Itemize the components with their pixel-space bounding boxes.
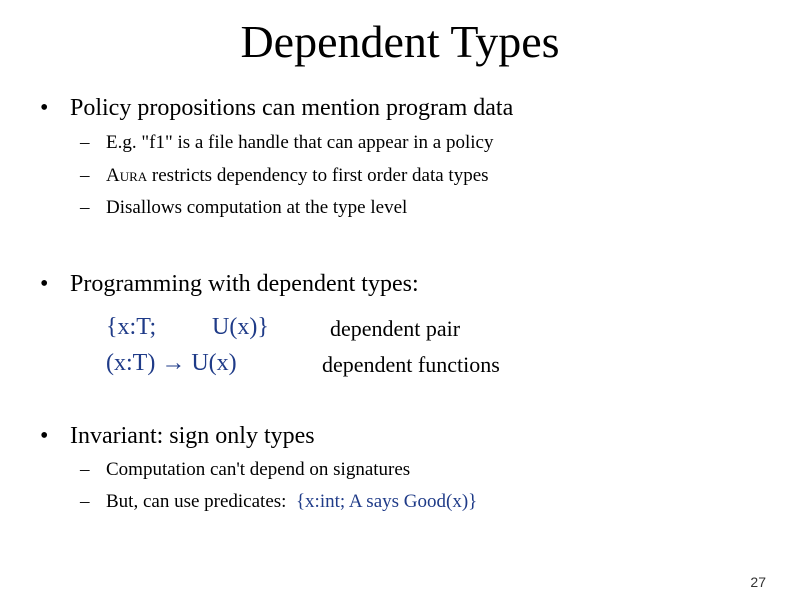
aura-word: Aura (106, 165, 148, 186)
bullet-1-sub-2 (80, 164, 489, 188)
bullet-3-text: Invariant: sign only types (70, 423, 315, 449)
bullet-1-sub-3 (80, 196, 407, 220)
code-pair-desc: dependent pair (330, 316, 461, 341)
bullet-3-sub-2-text: But, can use predicates: (106, 491, 287, 512)
predicate-example: {x:int; A says Good(x)} (295, 491, 478, 512)
bullet-1-sub-3-text: Disallows computation at the type level (106, 197, 408, 218)
code-pair-left: {x:T; (106, 314, 157, 340)
page-number: 27 (750, 574, 766, 590)
code-pair-right: U(x)} (212, 314, 269, 340)
bullet-3-sub-1 (80, 458, 410, 482)
bullet-2 (40, 270, 419, 298)
bullet-icon: • (40, 95, 49, 121)
bullet-1-text: Policy propositions can mention program data (70, 95, 514, 121)
bullet-1-sub-1-text: E.g. "f1" is a file handle that can appear in a policy (106, 132, 494, 153)
bullet-3-sub-1-text: Computation can't depend on signatures (106, 459, 411, 480)
bullet-2-text: Programming with dependent types: (70, 271, 419, 297)
bullet-icon: • (40, 271, 49, 297)
dash-icon: – (80, 132, 90, 153)
code-func-left: (x:T) → U(x) (106, 350, 237, 376)
bullet-3 (40, 422, 315, 450)
bullet-1 (40, 94, 513, 122)
bullet-3-sub-2 (80, 490, 477, 514)
dash-icon: – (80, 459, 90, 480)
dash-icon: – (80, 491, 90, 512)
slide-title: Dependent Types (240, 16, 560, 67)
dash-icon: – (80, 197, 90, 218)
bullet-icon: • (40, 423, 49, 449)
code-line-dependent-functions (106, 348, 500, 378)
dash-icon: – (80, 165, 90, 186)
code-line-dependent-pair (106, 312, 461, 342)
bullet-1-sub-2-text: restricts dependency to first order data types (147, 165, 489, 186)
code-func-desc: dependent functions (322, 352, 500, 377)
bullet-1-sub-1 (80, 131, 493, 155)
